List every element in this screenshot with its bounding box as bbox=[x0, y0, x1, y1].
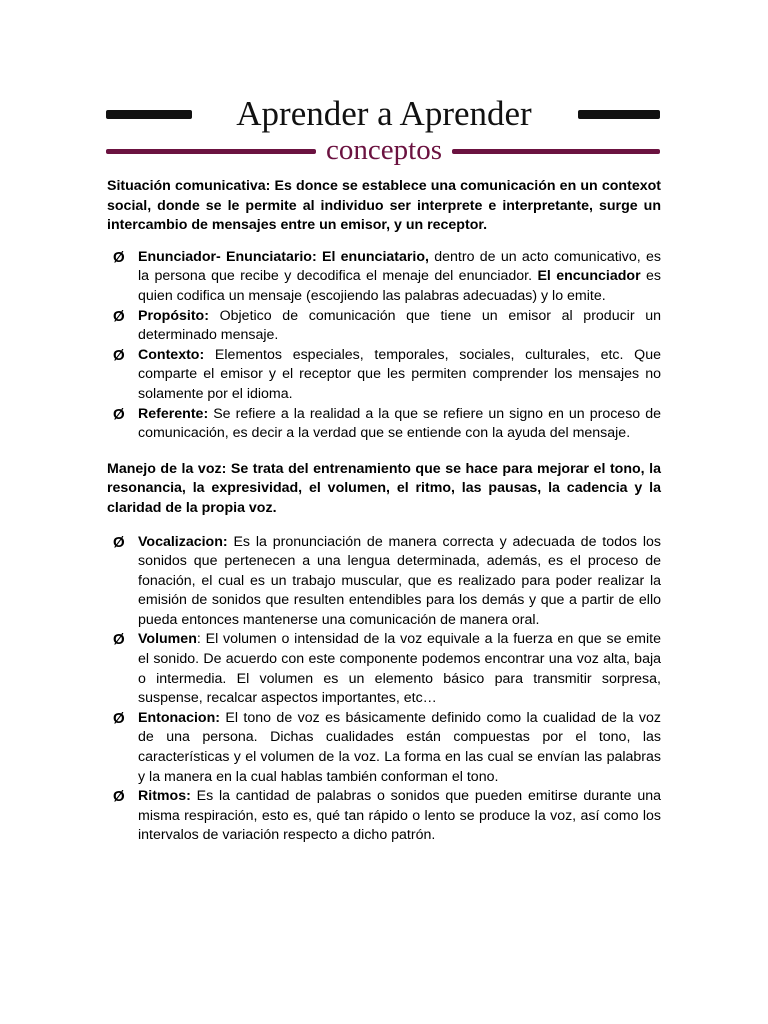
document-body bbox=[107, 177, 661, 846]
item-term: Ritmos: bbox=[138, 788, 191, 805]
item-term: Contexto: bbox=[138, 346, 205, 363]
item-text: Es la cantidad de palabras o sonidos que pueden emitirse durante una misma respiración, esto es, qué tan rápido o lento se produce la voz, así como los intervalos de variación respecto a dicho patrón. bbox=[138, 788, 661, 844]
item-text: Elementos especiales, temporales, sociales, culturales, etc. Que comparte el emisor y el receptor que les permiten comprender los mensajes no solamente por el idioma. bbox=[138, 346, 661, 402]
bullet-icon: Ø bbox=[113, 631, 125, 649]
list-item-vocalizacion bbox=[107, 533, 661, 631]
item-text: dentro de un acto comunicativo, es la persona que recibe y decodifica el menaje del enunciador. bbox=[138, 248, 661, 285]
item-term: Enunciador- Enunciatario: El enunciatario, bbox=[138, 248, 429, 265]
subtitle-row bbox=[0, 134, 768, 168]
list-item-entonacion bbox=[107, 709, 661, 787]
bullet-icon: Ø bbox=[113, 346, 125, 364]
section-title-voz: Manejo de la voz: Se trata del entrenamiento que se hace para mejorar el tono, la resonancia, la expresividad, el volumen, el ritmo, las pausas, la cadencia y la claridad de la propia voz. bbox=[107, 460, 661, 516]
bullet-icon: Ø bbox=[113, 788, 125, 806]
page-title: Aprender a Aprender bbox=[236, 94, 532, 133]
bullet-icon: Ø bbox=[113, 307, 125, 325]
page-subtitle: conceptos bbox=[326, 134, 442, 166]
section-list-voz bbox=[107, 533, 661, 847]
section-list-situacion bbox=[107, 248, 661, 444]
bullet-icon: Ø bbox=[113, 709, 125, 727]
item-text: Objetico de comunicación que tiene un emisor al producir un determinado mensaje. bbox=[138, 307, 661, 344]
item-text: : El volumen o intensidad de la voz equivale a la fuerza en que se emite el sonido. De acuerdo con este componente podemos encontrar una voz alta, baja o intermedia. El volumen es un elemento básico para transmitir sorpresa, suspense, recalcar aspectos importantes, etc… bbox=[138, 631, 661, 707]
section-title-situacion: Situación comunicativa: Es donce se establece una comunicación en un contexot social, donde se le permite al individuo ser interprete e interpretante, surge un intercambio de mensajes entre un emisor, y un receptor. bbox=[107, 178, 661, 234]
subtitle-right-bar bbox=[452, 149, 660, 154]
title-right-bar bbox=[578, 110, 660, 119]
item-text: Es la pronunciación de manera correcta y adecuada de todos los sonidos que pertenecen a una lengua determinada, además, es el proceso de fonación, el cual es un trabajo muscular, que es realizado para poder realizar la emisión de sonidos que resulten entendibles para los demás y que a partir de ello pueda entonces mantenerse una comunicación de manera oral. bbox=[138, 533, 661, 628]
item-text: es quien codifica un mensaje (escojiendo las palabras adecuadas) y lo emite. bbox=[138, 268, 661, 304]
item-term: El encunciador bbox=[537, 268, 641, 285]
bullet-icon: Ø bbox=[113, 248, 125, 266]
list-item-volumen bbox=[107, 630, 661, 708]
bullet-icon: Ø bbox=[113, 405, 125, 423]
item-term: Entonacion: bbox=[138, 709, 220, 726]
list-item-referente bbox=[107, 405, 661, 444]
list-item-enunciador bbox=[107, 248, 661, 307]
bullet-icon: Ø bbox=[113, 533, 125, 551]
item-text: Se refiere a la realidad a la que se refiere un signo en un proceso de comunicación, es decir a la verdad que se entiende con la ayuda del mensaje. bbox=[138, 405, 661, 442]
item-term: Propósito: bbox=[138, 307, 209, 324]
item-term: Volumen bbox=[138, 631, 197, 648]
list-item-proposito bbox=[107, 307, 661, 346]
list-item-contexto bbox=[107, 346, 661, 405]
list-item-ritmos bbox=[107, 787, 661, 846]
item-text: El tono de voz es básicamente definido como la cualidad de la voz de una persona. Dichas cualidades están compuestas por el tono, las características y el volumen de la voz. La forma en las cual se envían las palabras y la manera en la cual hablas también conforman el tono. bbox=[138, 709, 661, 785]
item-term: Vocalizacion: bbox=[138, 533, 228, 550]
item-term: Referente: bbox=[138, 405, 209, 422]
title-row bbox=[0, 92, 768, 138]
